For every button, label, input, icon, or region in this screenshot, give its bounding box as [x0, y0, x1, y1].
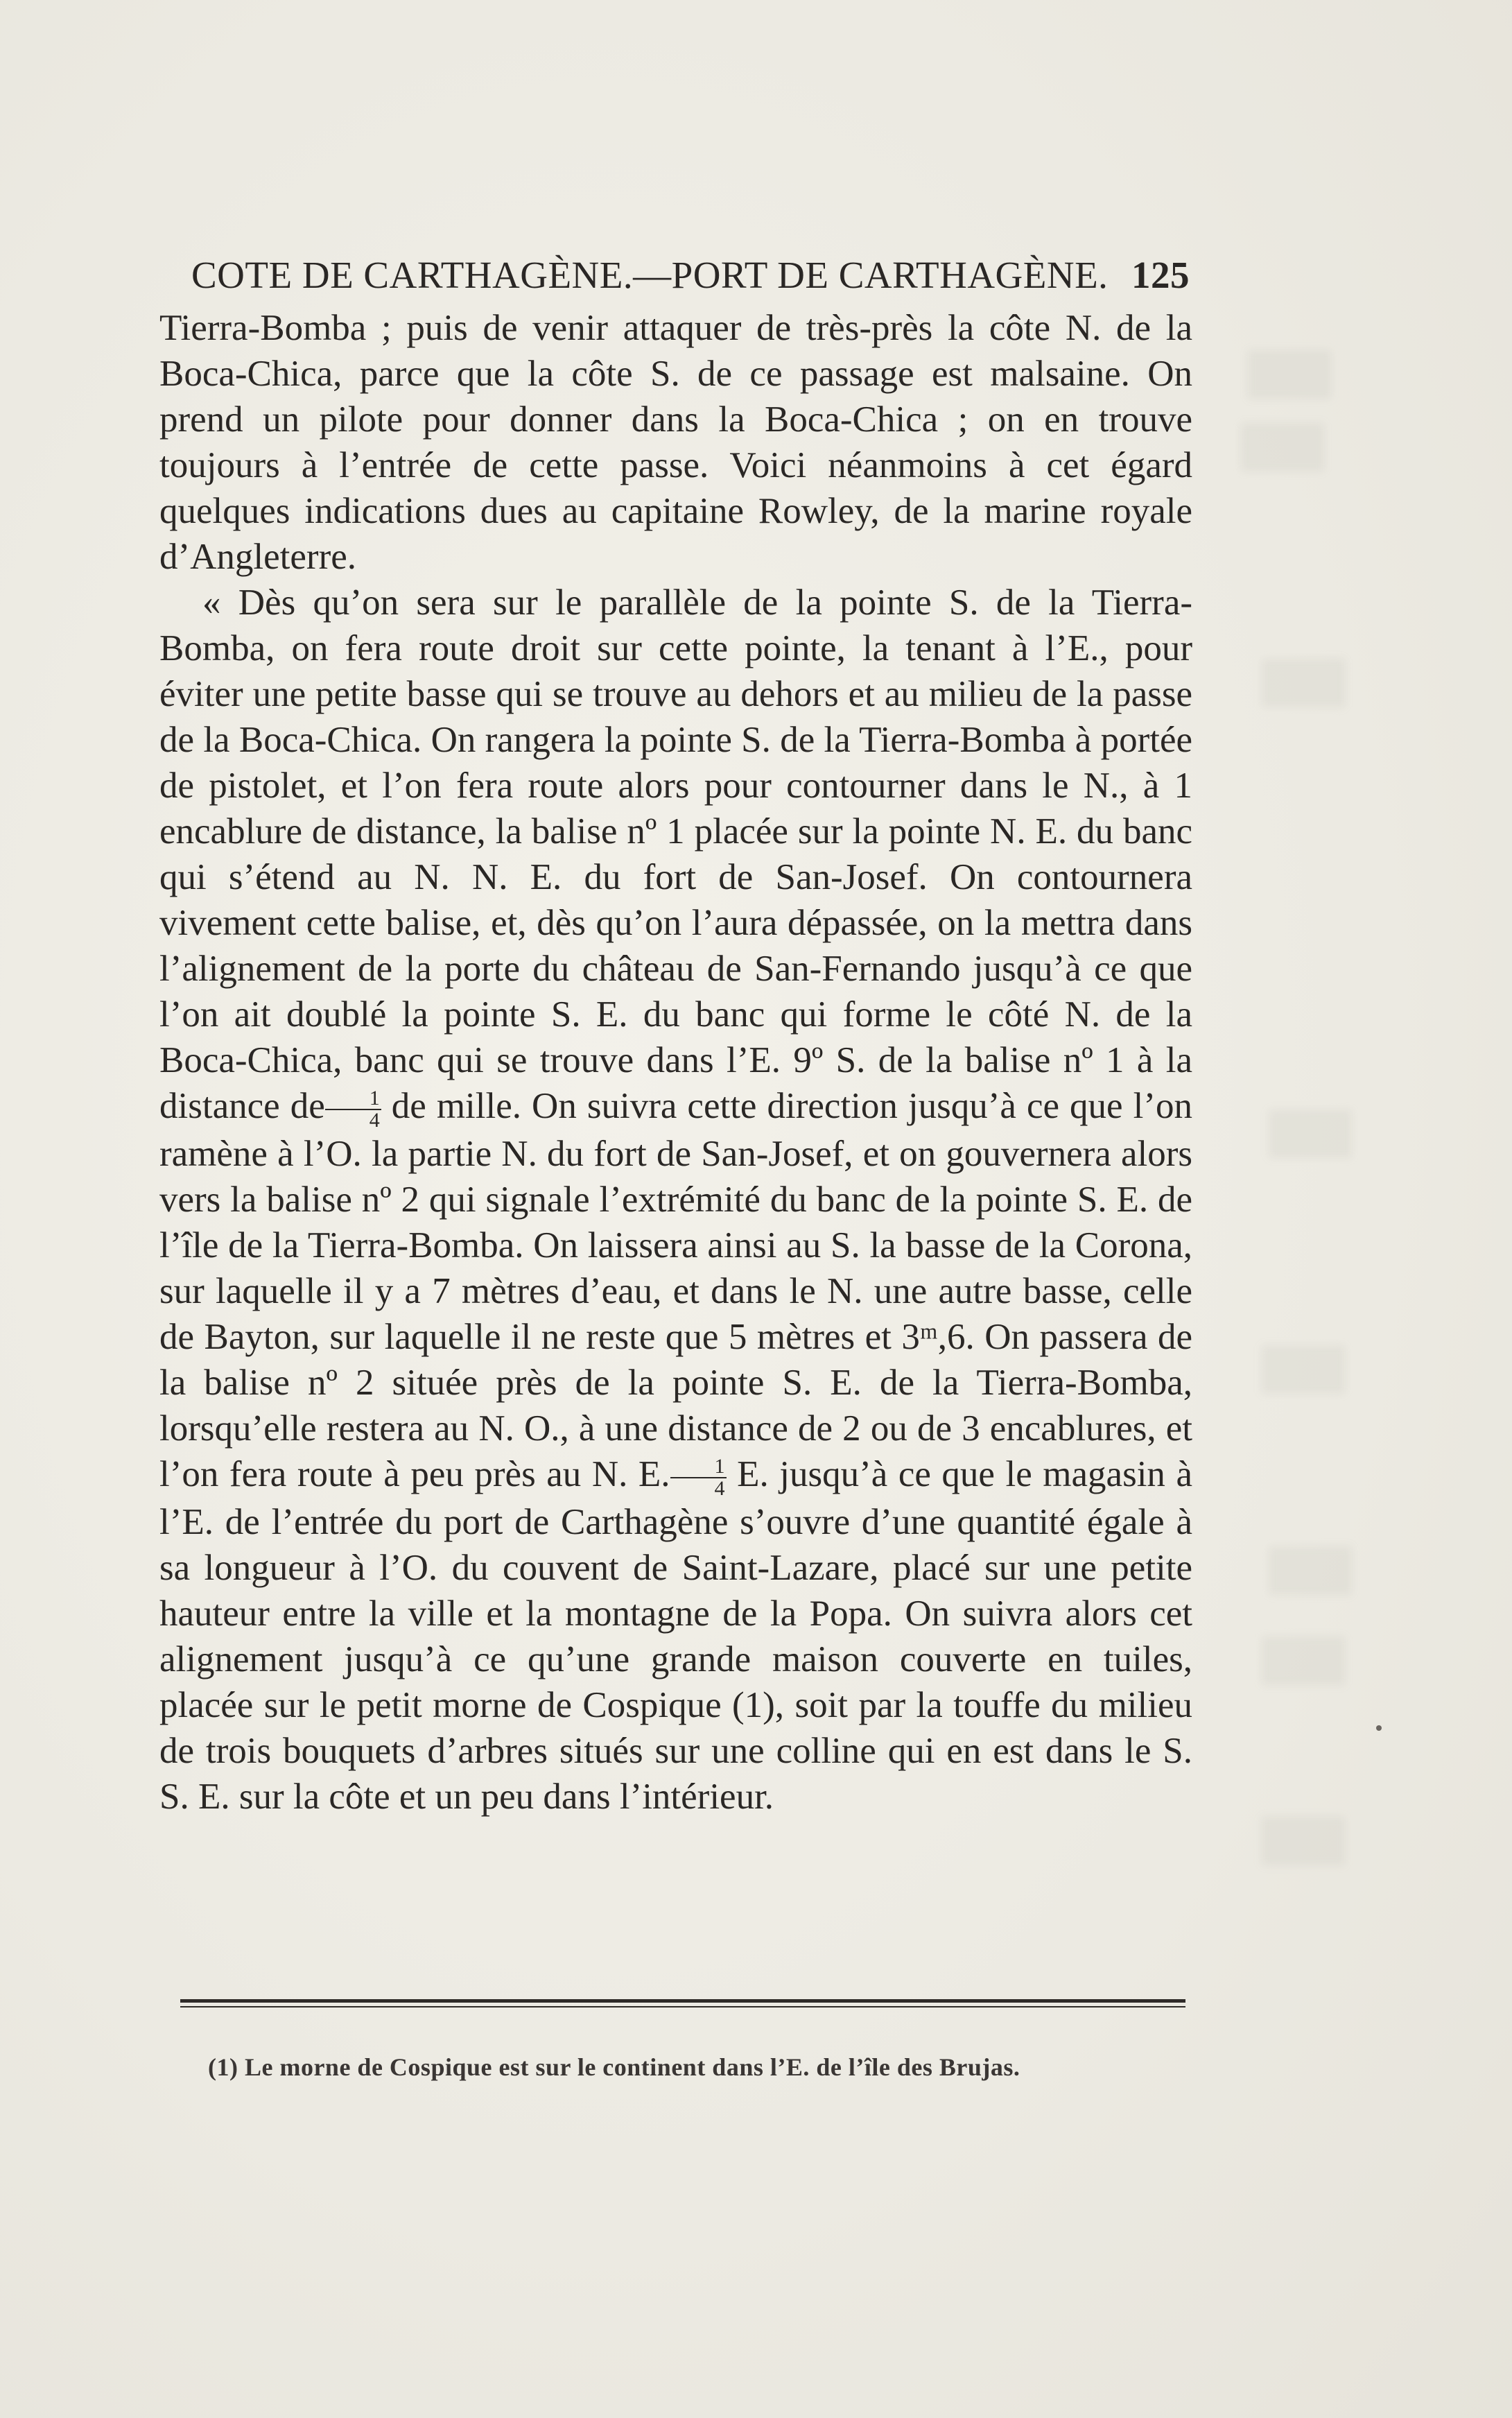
footnote-rule-thin — [180, 2006, 1185, 2007]
paragraph-2-part-1: « Dès qu’on sera sur le parallèle de la pointe S. de la Tierra-Bomba, on fera route droit sur cette pointe, la tenant à l’E., pour éviter une petite basse qui se trouve au dehors et au milieu de la passe de la Boca-Chica. On rangera la pointe S. de la Tierra-Bomba à portée de pistolet, et l’on fera route alors pour contourner dans le N., à 1 encablure de distance, la balise nº 1 placée sur la pointe N. E. du banc qui s’étend au N. N. E. du fort de San-Josef. On contournera vivement cette balise, et, dès qu’on l’aura dépassée, on la mettra dans l’alignement de la porte du château de San-Fernando jusqu’à ce que l’on ait doublé la pointe S. E. du banc qui forme le côté N. de la Boca-Chica, banc qui se trouve dans l’E. 9º S. de la balise nº 1 à la distance de — [159, 582, 1192, 1126]
fraction-denominator: 4 — [714, 1476, 725, 1500]
bleed-through-mark — [1269, 1109, 1352, 1158]
bleed-through-mark — [1262, 1345, 1345, 1394]
paragraph-2-part-3: E. jusqu’à ce que le magasin à l’E. de l’entrée du port de Carthagène s’ouvre d’une quantité égale à sa longueur à l’O. du couvent de Saint-Lazare, placé sur une petite hauteur entre la ville et la montagne de la Popa. On suivra alors cet alignement jusqu’à ce qu’une grande maison couverte en tuiles, placée sur le petit morne de Cospique (1), soit par la touffe du milieu de trois bouquets d’arbres situés sur une colline qui en est dans le S. S. E. sur la côte et un peu dans l’intérieur. — [159, 1453, 1192, 1817]
footnote-rule — [180, 1999, 1185, 2003]
running-head-title: COTE DE CARTHAGÈNE.—PORT DE CARTHAGÈNE. — [191, 254, 1109, 296]
bleed-through-mark — [1262, 1817, 1345, 1865]
fraction-quarter — [670, 1456, 727, 1499]
running-head — [191, 253, 1190, 302]
bleed-through-mark — [1248, 350, 1331, 399]
footnote: (1) Le morne de Cospique est sur le continent dans l’E. de l’île des Brujas. — [208, 2053, 1020, 2081]
body-text — [159, 305, 1192, 1820]
bleed-through-mark — [1241, 423, 1324, 472]
paragraph-2-part-2: de mille. On suivra cette direction jusqu’à ce que l’on ramène à l’O. la partie N. du fort de San-Josef, et on gouvernera alors vers la balise nº 2 qui signale l’extrémité du banc de la pointe S. E. de l’île de la Tierra-Bomba. On laissera ainsi au S. la basse de la Corona, sur laquelle il y a 7 mètres d’eau, et dans le N. une autre basse, celle de Bayton, sur laquelle il ne reste que 5 mètres et 3ᵐ,6. On passera de la balise nº 2 située près de la pointe S. E. de la Tierra-Bomba, lorsqu’elle restera au N. O., à une distance de 2 ou de 3 encablures, et l’on fera route à peu près au N. E. — [159, 1086, 1192, 1494]
bleed-through-mark — [1262, 1637, 1345, 1685]
paragraph-1: Tierra-Bomba ; puis de venir attaquer de très-près la côte N. de la Boca-Chica, parce que la côte S. de ce passage est malsaine. On prend un pilote pour donner dans la Boca-Chica ; on en trouve toujours à l’entrée de cette passe. Voici néanmoins à cet égard quelques indications dues au capitaine Rowley, de la marine royale d’Angleterre. — [159, 308, 1192, 577]
fraction-numerator: 1 — [325, 1088, 381, 1110]
paragraph-2 — [159, 580, 1192, 1820]
bleed-through-mark — [1269, 1546, 1352, 1595]
fraction-denominator: 4 — [369, 1108, 380, 1132]
bleed-through-mark — [1262, 659, 1345, 707]
ink-speck — [1376, 1725, 1382, 1731]
fraction-numerator: 1 — [670, 1456, 727, 1478]
page-number: 125 — [1131, 254, 1190, 296]
fraction-quarter — [325, 1088, 381, 1131]
